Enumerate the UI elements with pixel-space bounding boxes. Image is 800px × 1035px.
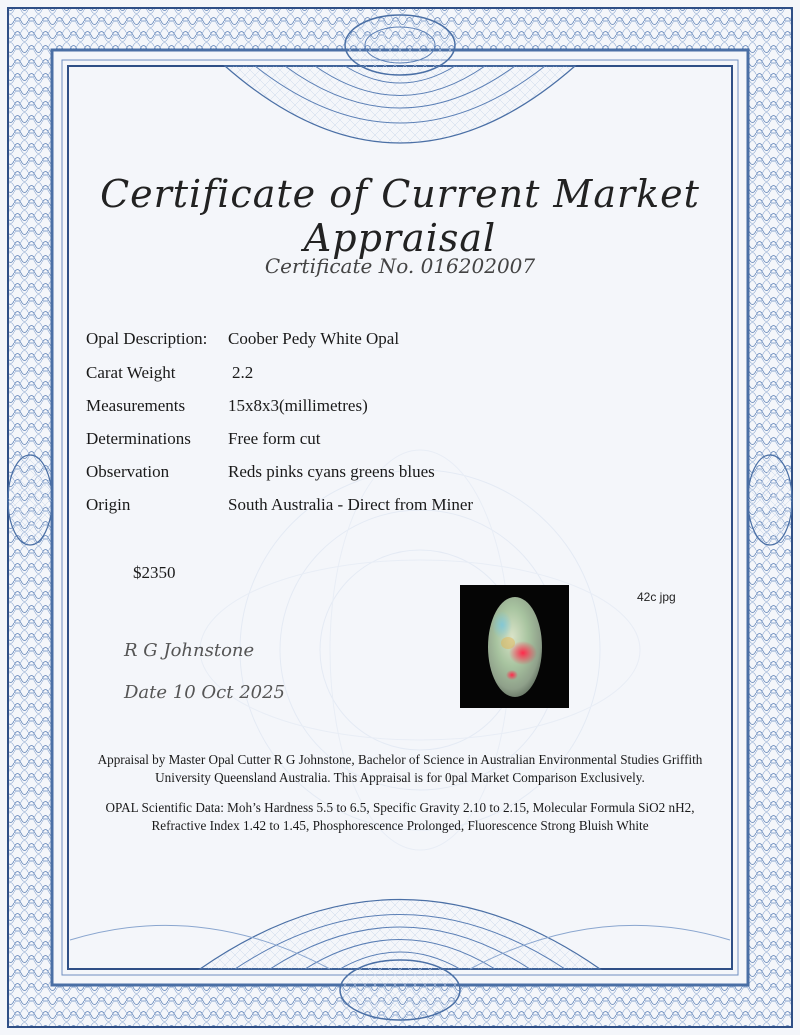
detail-value: South Australia - Direct from Miner — [228, 495, 474, 514]
detail-value: 2.2 — [232, 363, 254, 382]
appraisal-note: Appraisal by Master Opal Cutter R G Johnstone, Bachelor of Science in Australian Environmental Studies Griffith University Queensland Australia. This Appraisal is for 0pal Market Comparison Exclusively. — [97, 752, 703, 785]
detail-label: Measurements — [86, 396, 186, 415]
signature: R G Johnstone — [124, 640, 255, 661]
detail-label: Observation — [86, 462, 170, 481]
scientific-data: OPAL Scientific Data: Moh’s Hardness 5.5 to 6.5, Specific Gravity 2.10 to 2.15, Molecular Formula SiO2 nH2, Refractive Index 1.42 to 1.45, Phosphorescence Prolonged, Fluorescence Strong Bluish White — [105, 800, 695, 833]
photo-caption: 42c jpg — [637, 590, 676, 604]
detail-value: Free form cut — [228, 429, 321, 448]
certificate-number: Certificate No. 016202007 — [264, 254, 536, 278]
detail-label: Carat Weight — [86, 363, 176, 382]
appraisal-date: Date 10 Oct 2025 — [124, 682, 285, 703]
detail-label: Determinations — [86, 429, 191, 448]
detail-value: Coober Pedy White Opal — [228, 329, 400, 348]
detail-label: Origin — [86, 495, 131, 514]
price-value: $2350 — [133, 563, 176, 582]
detail-value: 15x8x3(millimetres) — [228, 396, 368, 415]
certificate-title: Certificate of Current Market Appraisal — [100, 172, 700, 260]
opal-photo — [460, 585, 569, 708]
detail-value: Reds pinks cyans greens blues — [228, 462, 435, 481]
detail-label: Opal Description: — [86, 329, 208, 348]
